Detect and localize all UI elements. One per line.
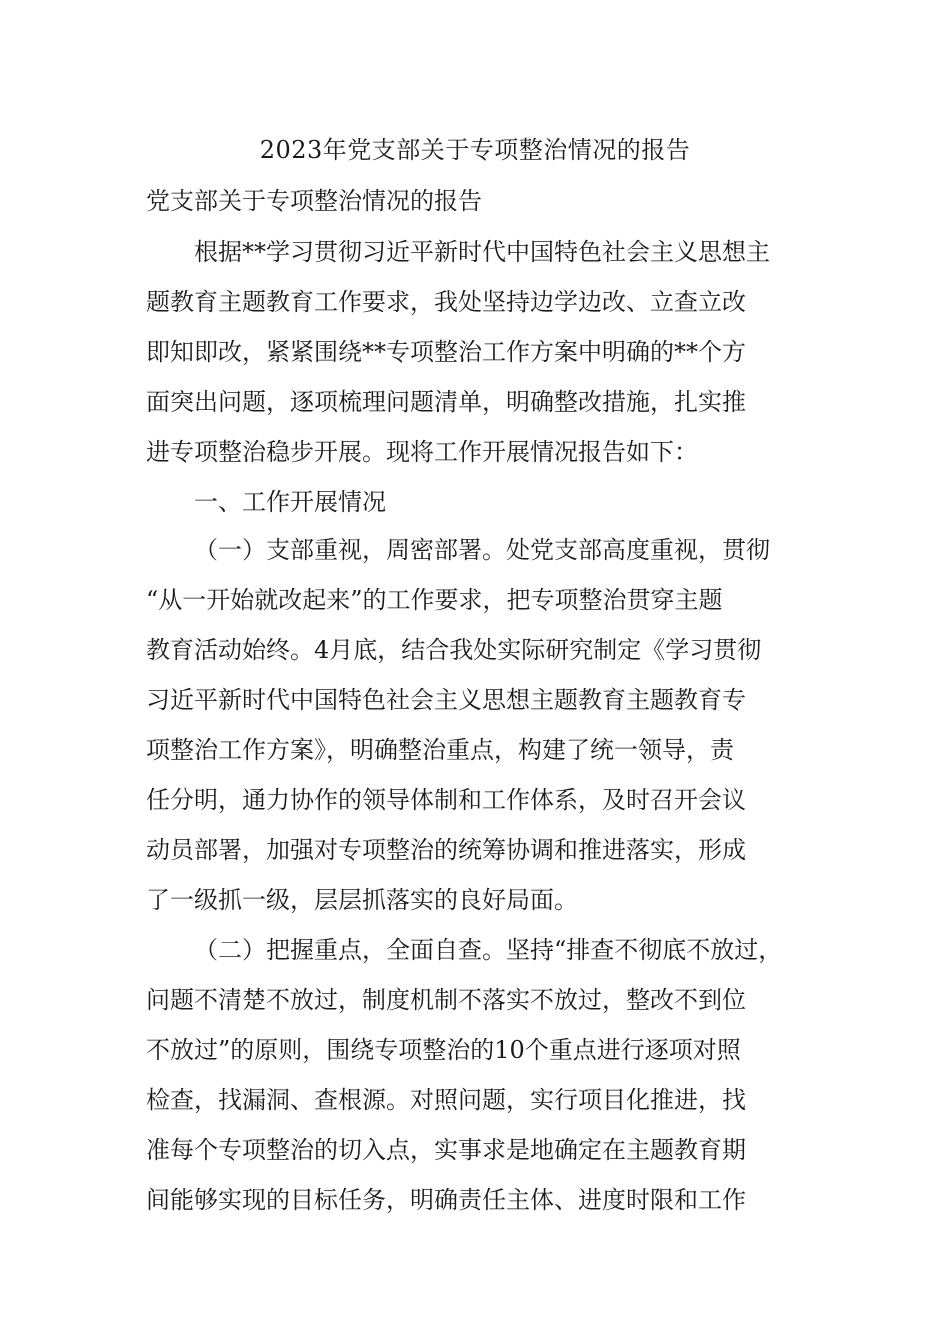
body-line: 间能够实现的目标任务，明确责任主体、进度时限和工作 bbox=[146, 1186, 746, 1214]
body-line: 根据**学习贯彻习近平新时代中国特色社会主义思想主 bbox=[194, 238, 770, 266]
body-line: （一）支部重视，周密部署。处党支部高度重视，贯彻 bbox=[194, 536, 770, 564]
body-line: 题教育主题教育工作要求，我处坚持边学边改、立查立改 bbox=[146, 288, 746, 316]
document-subtitle: 党支部关于专项整治情况的报告 bbox=[146, 187, 482, 215]
body-line: 面突出问题，逐项梳理问题清单，明确整改措施，扎实推 bbox=[146, 388, 746, 416]
body-line: 任分明，通力协作的领导体制和工作体系，及时召开会议 bbox=[146, 786, 746, 814]
body-line: “从一开始就改起来”的工作要求，把专项整治贯穿主题 bbox=[146, 586, 723, 614]
body-line: 不放过”的原则，围绕专项整治的10个重点进行逐项对照 bbox=[146, 1036, 741, 1064]
document-title: 2023年党支部关于专项整治情况的报告 bbox=[259, 136, 691, 164]
body-line: 习近平新时代中国特色社会主义思想主题教育主题教育专 bbox=[146, 686, 746, 714]
body-line: 检查，找漏洞、查根源。对照问题，实行项目化推进，找 bbox=[146, 1086, 746, 1114]
body-line: 了一级抓一级，层层抓落实的良好局面。 bbox=[146, 886, 578, 914]
body-line: 项整治工作方案》，明确整治重点，构建了统一领导，责 bbox=[146, 736, 734, 764]
body-line: 动员部署，加强对专项整治的统筹协调和推进落实，形成 bbox=[146, 836, 746, 864]
section-heading: 一、工作开展情况 bbox=[194, 488, 386, 516]
body-line: 问题不清楚不放过，制度机制不落实不放过，整改不到位 bbox=[146, 986, 746, 1014]
body-line: （二）把握重点，全面自查。坚持“排查不彻底不放过， bbox=[194, 936, 783, 964]
body-line: 准每个专项整治的切入点，实事求是地确定在主题教育期 bbox=[146, 1136, 746, 1164]
body-line: 即知即改，紧紧围绕**专项整治工作方案中明确的**个方 bbox=[146, 338, 746, 366]
body-line: 进专项整治稳步开展。现将工作开展情况报告如下： bbox=[146, 438, 698, 466]
body-line: 教育活动始终。4月底，结合我处实际研究制定《学习贯彻 bbox=[146, 636, 762, 664]
